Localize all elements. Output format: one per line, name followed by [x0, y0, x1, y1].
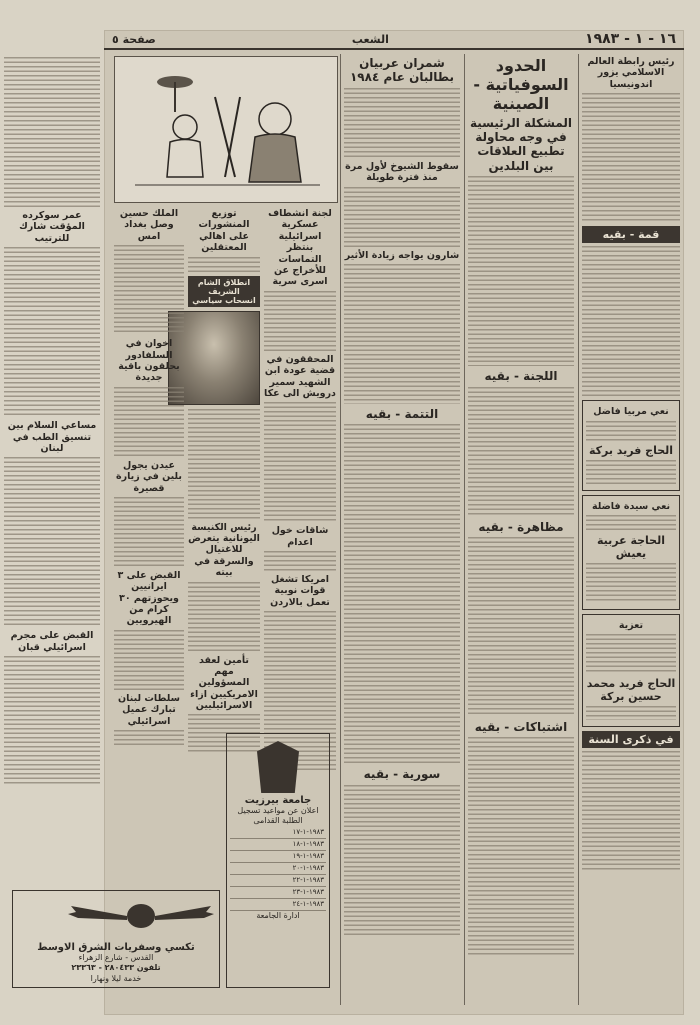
article-body	[264, 551, 336, 571]
article-body	[114, 497, 184, 567]
article-body	[344, 264, 460, 404]
travel-footer: خدمة ليلا ونهارا	[90, 973, 142, 983]
article-body	[114, 245, 184, 335]
travel-address: القدس - شارع الزهراء	[78, 953, 154, 962]
table-cell: ١٩٨٣-١-١٨	[230, 838, 326, 850]
travel-phone: تلفون ٢٨٠٤٣٣ - ٢٣٣٦٣	[71, 963, 161, 973]
article-body	[344, 785, 460, 935]
column-2	[344, 54, 460, 938]
subheadline-main: المشكلة الرئيسية في وجه محاولة تطبيع العلاقات بين البلدين	[469, 115, 573, 173]
headline-israeli-committee: لجنة انشطاف عسكرية اسرائيلية بنتظر التماسات للأخراج عن اسرى سرية	[268, 208, 332, 288]
university-subtitle: اعلان عن مواعيد تسجيل الطلبة القدامى	[237, 806, 319, 826]
section-conclusion: التتمة - بقيه	[365, 406, 439, 421]
university-footer: ادارة الجامعة	[256, 910, 300, 920]
article-body	[264, 402, 336, 522]
headline-senate: سقوط الشيوخ لأول مرة منذ فترة طويلة	[345, 160, 459, 184]
obituary-notice-2	[582, 495, 680, 610]
headline-us-officials: تأمين لعقد مهم المسؤولين الامريكيين ازاء الاسرائيليين	[190, 654, 258, 712]
headline-arab-demands: شمران عربيان بطالبان عام ١٩٨٤	[349, 56, 454, 85]
table-row	[230, 838, 326, 850]
memorial-ad: في ذكرى السنة	[582, 731, 680, 748]
headline-temporary-omar: عمر سوكرده المؤقت شارك للترتيب	[19, 210, 85, 244]
table-cell: ١٩٨٣-١-١٩	[230, 850, 326, 862]
section-summit: قمة - بقيه	[582, 226, 680, 243]
newspaper-name: الشعب	[351, 32, 389, 46]
headline-visit: عيدن يجول بلين في زيارة قصيرة	[116, 459, 182, 494]
university-logo-icon	[257, 741, 299, 793]
article-body	[468, 537, 574, 717]
condolence-title: تعزية	[618, 619, 644, 631]
table-row	[230, 874, 326, 886]
article-body	[468, 737, 574, 957]
condolence-notice	[582, 614, 680, 727]
article-body	[188, 257, 260, 273]
section-committee: اللجنة - بقيه	[484, 369, 558, 384]
obituary-body	[586, 421, 676, 441]
article-body	[468, 176, 574, 366]
column-rule	[578, 54, 579, 1005]
headline-leaflets: توزيع المنشورات على اهالي المعتقلين	[198, 208, 250, 254]
headline-us-forces: امريكا تشغل قوات نوبية تعمل بالاردن	[270, 574, 330, 608]
obituary-name: الحاج فريد بركة	[588, 443, 674, 457]
column-rule	[340, 54, 341, 1005]
headline-el-salvador: اخوان في السلفادور بحلقون باقية جديدة	[118, 338, 180, 384]
university-ad	[226, 733, 330, 988]
headline-main: الحدود السوفياتية - الصينية	[473, 56, 569, 114]
table-row	[230, 898, 326, 910]
article-body	[344, 424, 460, 764]
column-far-left	[4, 54, 100, 789]
col3-sub-a	[264, 206, 336, 774]
obituary-notice-1	[582, 400, 680, 490]
headline-greek-church: رئيس الكنيسة اليونانية يتعرض للاغتيال والسرقة في بيته	[188, 521, 260, 579]
university-title: جامعة بيرزيت	[244, 795, 312, 806]
travel-ad	[12, 890, 220, 988]
table-cell: ١٩٨٣-١-٢٤	[230, 898, 326, 910]
headline-iranians-arrested: القبض على ٣ ايرانيين ويحوزتهم ٣٠ كرام من الهيرويين	[117, 569, 181, 627]
headline-king-hussein: الملك حسين وصل بغداد امس	[119, 208, 179, 242]
article-body	[582, 93, 680, 223]
headline-peace-efforts: مساعي السلام بين تنسيق الطب في لبنان	[7, 420, 97, 454]
political-cartoon	[114, 56, 338, 203]
article-body	[582, 246, 680, 396]
section-syria: سورية - بقيه	[363, 767, 441, 782]
article-body	[114, 387, 184, 457]
issue-date: ١٦ - ١ - ١٩٨٣	[585, 31, 676, 47]
travel-title: تكسي وسفريات الشرق الاوسط	[37, 942, 195, 953]
article-body	[188, 409, 260, 519]
article-body	[114, 630, 184, 690]
cartoon-drawing	[115, 57, 337, 202]
obituary-title: نعي مربيا فاضل	[593, 406, 669, 418]
column-right	[582, 54, 680, 874]
article-body	[4, 57, 100, 207]
obituary-name: الحاجة عربية يعيش	[596, 533, 666, 560]
condolence-name: الحاج فريد محمد حسين بركة	[586, 677, 676, 704]
article-body	[582, 751, 680, 871]
bottom-ads	[4, 730, 330, 991]
column-rule	[464, 54, 465, 1005]
condolence-body	[586, 634, 676, 674]
article-body	[344, 88, 460, 158]
table-cell: ١٩٨٣-١-٢٢	[230, 874, 326, 886]
table-cell: ١٩٨٣-١-١٧	[230, 827, 326, 839]
headline-withdrawal: انطلاق الشام الشريف انسحاب سياسي	[188, 276, 260, 307]
headline-death-threats: شاقات خول اعدام	[271, 525, 329, 548]
article-body	[188, 582, 260, 652]
article-body	[264, 291, 336, 351]
article-body	[4, 247, 100, 417]
section-clashes: اشتباكات - بقيه	[474, 719, 568, 734]
col3-sub-b	[188, 206, 260, 774]
table-row	[230, 886, 326, 898]
section-demonstration: مظاهرة - بقيه	[478, 519, 564, 534]
article-body	[344, 187, 460, 247]
obituary-title: نعي سيدة فاضلة	[591, 500, 671, 512]
headline-muslim-league: رئيس رابطة العالم الاسلامي يزور اندونيسيا	[587, 56, 675, 90]
headline-sharon: شارون يواجه زيادة الأثير	[344, 249, 460, 261]
condolence-body	[586, 706, 676, 720]
wings-logo-icon	[66, 898, 216, 934]
registration-table	[230, 827, 326, 911]
headline-criminal-arrest: القبض على مجرم اسرائيلي قبان	[10, 630, 94, 653]
column-3	[114, 206, 336, 774]
page-header	[104, 30, 684, 50]
table-cell: ١٩٨٣-١-٢٣	[230, 886, 326, 898]
article-body	[468, 387, 574, 517]
obituary-body	[586, 515, 676, 531]
col3-sub-c	[114, 206, 184, 774]
table-row	[230, 862, 326, 874]
newspaper-page	[7, 30, 684, 1015]
table-row	[230, 827, 326, 839]
table-row	[230, 850, 326, 862]
page-number: صفحة ٥	[112, 32, 156, 46]
headline-lebanon-agent: سلطات لبنان تبارك عميل اسرائيلي	[118, 692, 180, 727]
headline-akka: المحققون في قضية عودة ابن الشهيد سمير درويش الى عكا	[264, 353, 336, 399]
article-body	[4, 457, 100, 627]
column-1	[468, 54, 574, 960]
obituary-body	[586, 563, 676, 603]
obituary-body	[586, 460, 676, 484]
table-cell: ١٩٨٣-١-٢٠	[230, 862, 326, 874]
